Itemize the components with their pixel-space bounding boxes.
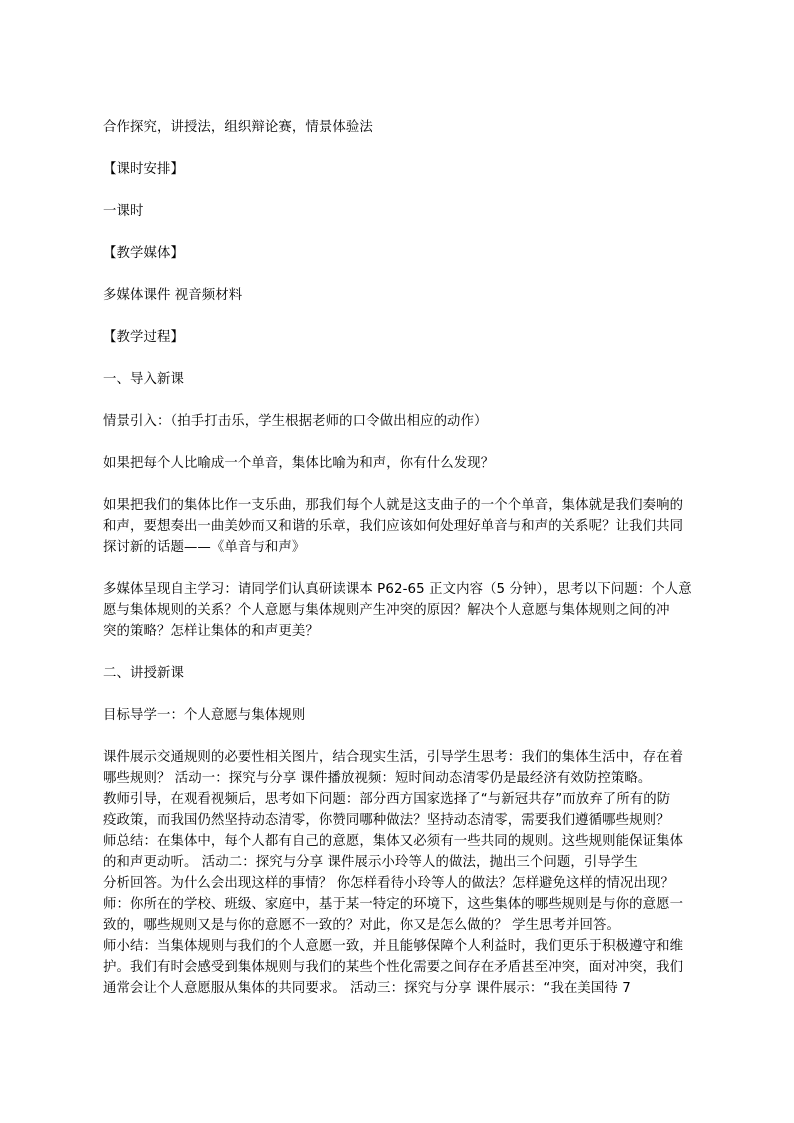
paragraph-line: 致的，哪些规则又是与你的意愿不一致的？对此，你又是怎么做的？ 学生思考并回答。 (103, 918, 620, 933)
paragraph-line: 分析回答。为什么会出现这样的事情？ 你怎样看待小玲等人的做法？怎样避免这样的情况出现？ (103, 876, 674, 891)
paragraph-line: 如果把我们的集体比作一支乐曲，那我们每个人就是这支曲子的一个个单音，集体就是我们奏响的 (103, 498, 684, 513)
paragraph-line: 师小结：当集体规则与我们的个人意愿一致，并且能够保障个人利益时，我们更乐于积极遵守和维 (103, 939, 684, 954)
paragraph-line: 通常会让个人意愿服从集体的共同要求。 活动三：探究与分享 课件展示：“我在美国待 7 (103, 981, 631, 996)
paragraph-line: 愿与集体规则的关系？个人意愿与集体规则产生冲突的原因？解决个人意愿与集体规则之间的冲 (103, 603, 670, 618)
paragraph-line: 师：你所在的学校、班级、家庭中，基于某一特定的环境下，这些集体的哪些规则是与你的意愿一 (103, 897, 684, 912)
paragraph-line: 哪些规则？ 活动一：探究与分享 课件播放视频：短时间动态清零仍是最经济有效防控策略。 (103, 771, 652, 786)
paragraph-line: 突的策略？怎样让集体的和声更美？ (103, 624, 319, 639)
section-heading-teaching-process: 【教学过程】 (103, 330, 184, 345)
paragraph-line: 疫政策，而我国仍然坚持动态清零，你赞同哪种做法？坚持动态清零，需要我们遵循哪些规则？ (103, 813, 670, 828)
paragraph-self-study (103, 579, 699, 642)
subheading-introduction: 一、导入新课 (103, 372, 184, 387)
paragraph-line: 师总结：在集体中，每个人都有自己的意愿，集体又必须有一些共同的规则。这些规则能保证集体 (103, 834, 684, 849)
paragraph-line: 探讨新的话题——《单音与和声》 (103, 540, 306, 555)
scenario-intro-line: 情景引入：（拍手打击乐，学生根据老师的口令做出相应的动作） (103, 414, 488, 429)
paragraph-activities (103, 747, 699, 999)
paragraph-line: 的和声更动听。 活动二：探究与分享 课件展示小玲等人的做法，抛出三个问题，引导学生 (103, 855, 638, 870)
document-body (103, 117, 699, 999)
paragraph-line: 和声，要想奏出一曲美妙而又和谐的乐章，我们应该如何处理好单音与和声的关系呢？让我们共同 (103, 519, 684, 534)
teaching-media-value: 多媒体课件 视音频材料 (103, 288, 243, 303)
class-schedule-value: 一课时 (103, 204, 144, 219)
section-heading-class-schedule: 【课时安排】 (103, 162, 184, 177)
subheading-new-lesson: 二、讲授新课 (103, 666, 184, 681)
objective-one-heading: 目标导学一：个人意愿与集体规则 (103, 708, 306, 723)
paragraph-line: 护。我们有时会感受到集体规则与我们的某些个性化需要之间存在矛盾甚至冲突，面对冲突，我们 (103, 960, 684, 975)
teaching-methods-line: 合作探究，讲授法，组织辩论赛，情景体验法 (103, 120, 373, 135)
paragraph-line: 多媒体呈现自主学习：请同学们认真研读课本 P62-65 正文内容（5 分钟），思考以下问题：个人意 (103, 582, 692, 597)
paragraph-line: 课件展示交通规则的必要性相关图片，结合现实生活，引导学生思考：我们的集体生活中，存在着 (103, 750, 684, 765)
paragraph-music-metaphor (103, 495, 699, 558)
question-line: 如果把每个人比喻成一个单音，集体比喻为和声，你有什么发现？ (103, 456, 495, 471)
paragraph-line: 教师引导，在观看视频后，思考如下问题：部分西方国家选择了“与新冠共存”而放弃了所有的防 (103, 792, 671, 807)
section-heading-teaching-media: 【教学媒体】 (103, 246, 184, 261)
